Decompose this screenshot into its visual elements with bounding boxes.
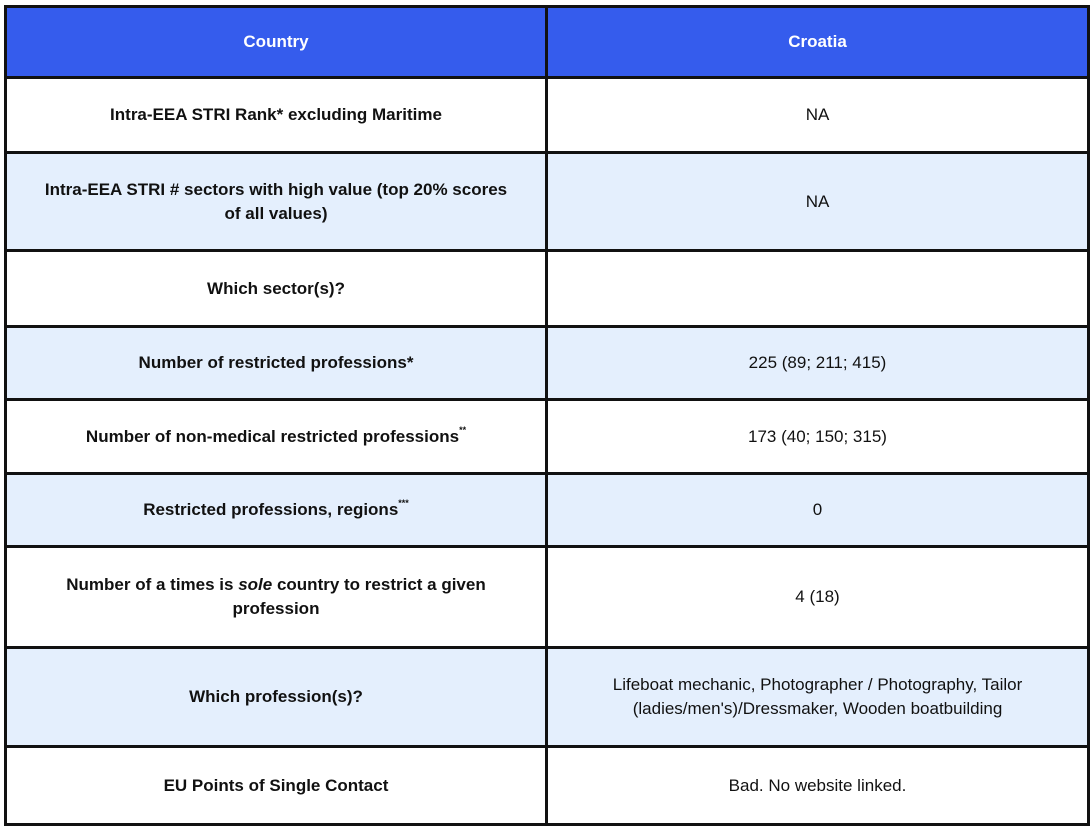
row-label: Which profession(s)? [6, 648, 547, 747]
row-label-emphasis: sole [238, 575, 273, 594]
row-value: 0 [547, 474, 1089, 547]
column-header-country: Country [6, 7, 547, 78]
country-comparison-table [4, 5, 1090, 826]
row-value: 225 (89; 211; 415) [547, 327, 1089, 400]
row-label: Restricted professions, regions [143, 500, 399, 519]
row-value: 173 (40; 150; 315) [547, 400, 1089, 474]
table-row [6, 251, 1089, 327]
row-label: Intra-EEA STRI Rank* excluding Maritime [6, 78, 547, 153]
row-value: Bad. No website linked. [547, 747, 1089, 825]
column-header-croatia: Croatia [547, 7, 1089, 78]
row-label-cell [6, 400, 547, 474]
footnote-marker: ** [459, 424, 467, 435]
row-label-cell [6, 474, 547, 547]
row-label: Which sector(s)? [6, 251, 547, 327]
footnote-marker: *** [398, 498, 409, 509]
table-row [6, 648, 1089, 747]
table-row [6, 747, 1089, 825]
row-label: Number of non-medical restricted professions [85, 426, 460, 446]
row-label: Number of restricted professions* [6, 327, 547, 400]
row-value [547, 251, 1089, 327]
row-label: EU Points of Single Contact [6, 747, 547, 825]
table-row [6, 547, 1089, 648]
row-label-pre: Number of a times is [66, 575, 239, 594]
row-value: NA [547, 78, 1089, 153]
table-header-row [6, 7, 1089, 78]
row-label-post: country to restrict a given profession [232, 575, 486, 618]
row-label: Intra-EEA STRI # sectors with high value (top 20% scores of all values) [6, 153, 547, 251]
table-row [6, 474, 1089, 547]
table-row [6, 400, 1089, 474]
table-row [6, 153, 1089, 251]
table-row [6, 327, 1089, 400]
row-value: Lifeboat mechanic, Photographer / Photography, Tailor (ladies/men's)/Dressmaker, Wooden boatbuilding [547, 648, 1089, 747]
row-value: 4 (18) [547, 547, 1089, 648]
table-row [6, 78, 1089, 153]
row-value: NA [547, 153, 1089, 251]
row-label-cell [6, 547, 547, 648]
